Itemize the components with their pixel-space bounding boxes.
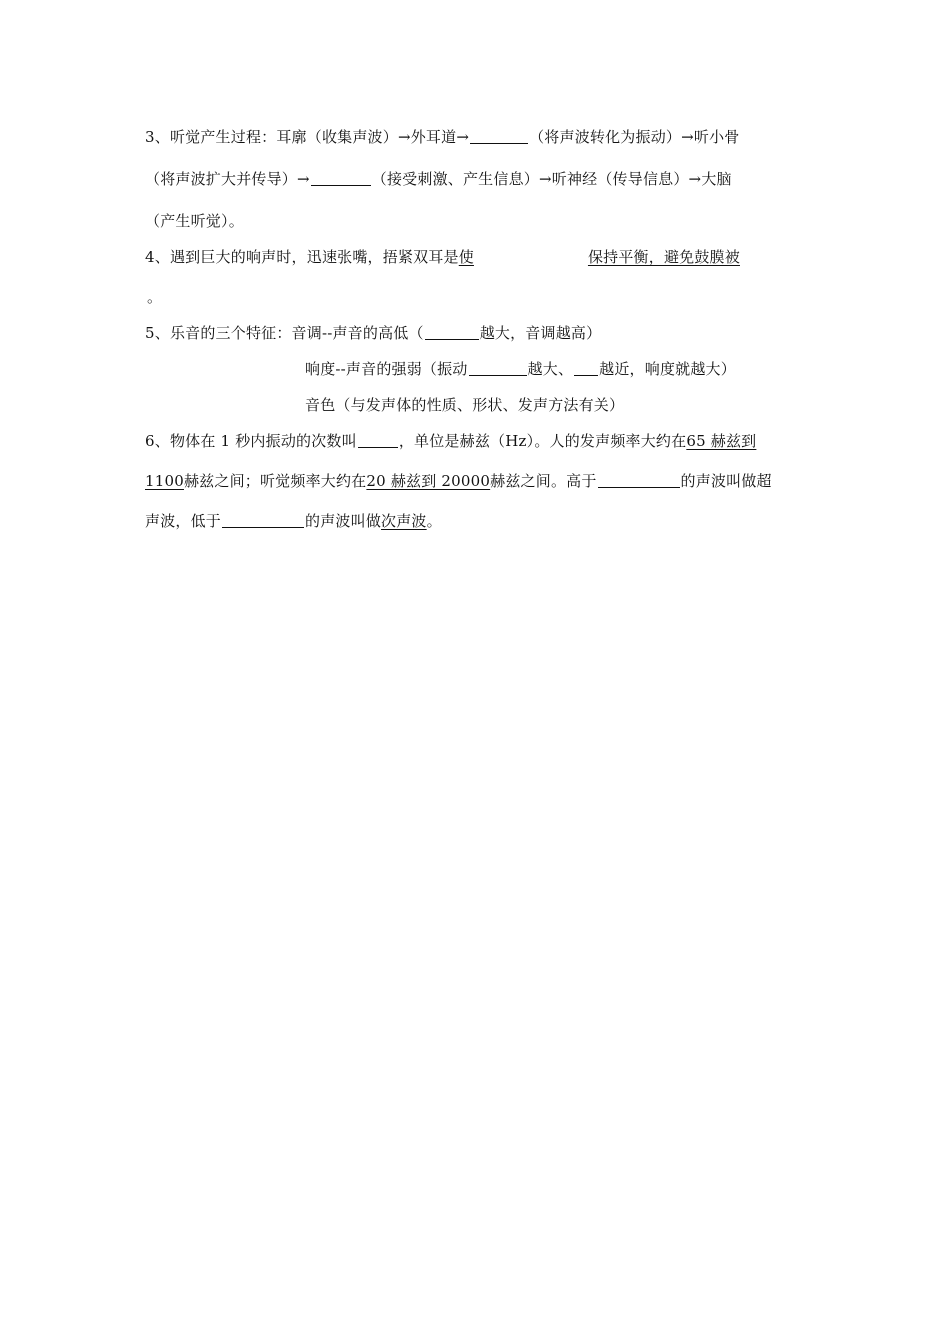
q6-blank-1[interactable] xyxy=(358,432,398,448)
q4-blank-1[interactable] xyxy=(475,247,587,267)
q5-blank-3[interactable] xyxy=(574,360,598,376)
q6-text-3a: 声波，低于 xyxy=(145,512,222,530)
q3-text-3: （产生听觉）。 xyxy=(145,212,244,230)
q6-text-3b: 的声波叫做 xyxy=(305,512,382,530)
q6-line-2 xyxy=(145,471,807,491)
q3-text-2a: （将声波扩大并传导）→ xyxy=(145,170,310,188)
q6-blank-2[interactable] xyxy=(598,472,680,488)
q5-text-1b: 越大，音调越高） xyxy=(479,324,602,342)
q6-underline-4: 次声波 xyxy=(381,512,427,530)
q6-text-2b: 赫兹之间。高于 xyxy=(490,472,597,490)
q6-blank-3[interactable] xyxy=(222,512,304,528)
q6-underline-1: 65 赫兹到 xyxy=(686,432,757,450)
q6-text-1b: ，单位是赫兹（Hz）。人的发声频率大约在 xyxy=(398,432,687,450)
q5-text-2a: 响度--声音的强弱（振动 xyxy=(305,360,468,378)
q4-text-2: 。 xyxy=(147,288,163,306)
q4-line-2 xyxy=(145,287,807,307)
q3-text-1b: （将声波转化为振动）→听小骨 xyxy=(529,128,740,146)
q6-text-1a: 6、物体在 1 秒内振动的次数叫 xyxy=(145,432,357,450)
q5-blank-2[interactable] xyxy=(469,360,527,376)
q6-text-2a: 赫兹之间；听觉频率大约在 xyxy=(183,472,367,490)
q4-line-1 xyxy=(145,247,807,267)
q3-line-3 xyxy=(145,211,807,231)
q6-text-3c: 。 xyxy=(426,512,442,530)
q5-line-1 xyxy=(145,323,807,343)
q4-underline-text-1: 使 xyxy=(458,248,474,266)
q6-text-2c: 的声波叫做超 xyxy=(680,472,772,490)
q3-line-2 xyxy=(145,169,807,189)
q4-underline-text-2: 保持平衡，避免鼓膜被 xyxy=(587,248,740,266)
q3-text-1a: 3、听觉产生过程：耳廓（收集声波）→外耳道→ xyxy=(145,128,470,146)
q4-text-1a: 4、遇到巨大的响声时，迅速张嘴，捂紧双耳是 xyxy=(145,248,459,266)
q6-underline-3: 20 赫兹到 20000 xyxy=(366,472,491,490)
q5-blank-1[interactable] xyxy=(425,324,479,340)
q4-underline-1 xyxy=(459,248,740,266)
q3-blank-2[interactable] xyxy=(311,170,371,186)
q5-text-3: 音色（与发声体的性质、形状、发声方法有关） xyxy=(305,396,625,414)
q6-underline-2: 1100 xyxy=(145,472,184,490)
q5-text-2b: 越大、 xyxy=(527,360,574,378)
q5-line-2 xyxy=(305,359,805,379)
q5-line-3 xyxy=(305,395,805,415)
q3-text-2b: （接受刺激、产生信息）→听神经（传导信息）→大脑 xyxy=(371,170,732,188)
q3-blank-1[interactable] xyxy=(470,128,528,144)
q3-line-1 xyxy=(145,127,807,147)
q5-text-1a: 5、乐音的三个特征：音调--声音的高低（ xyxy=(145,324,424,342)
q6-line-1 xyxy=(145,431,807,451)
q5-text-2c: 越近，响度就越大） xyxy=(599,360,736,378)
q6-line-3 xyxy=(145,511,807,531)
